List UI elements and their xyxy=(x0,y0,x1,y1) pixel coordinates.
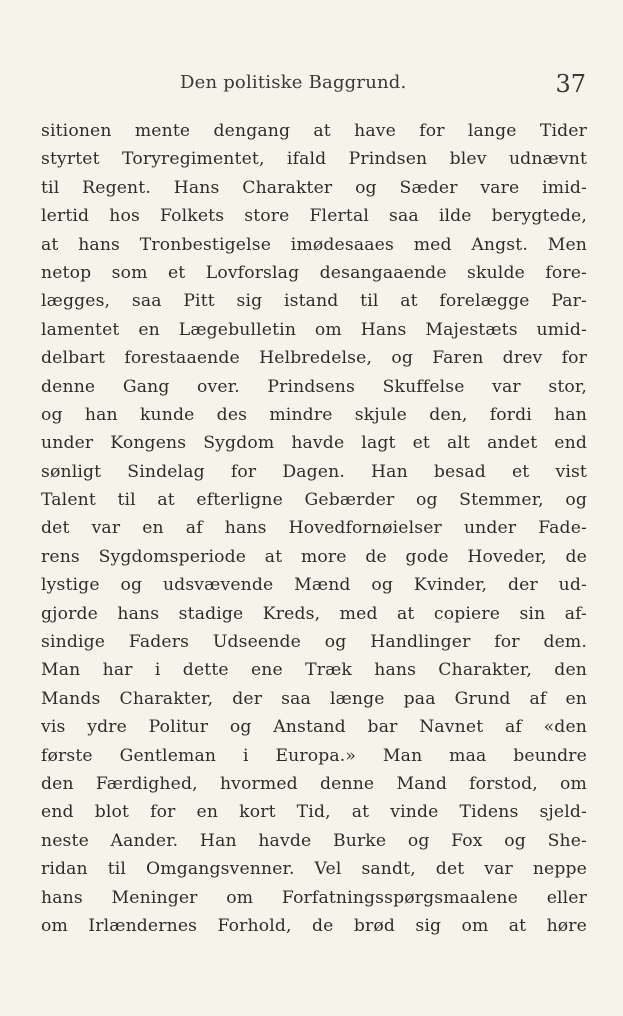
text-line: denne Gang over. Prindsens Skuffelse var stor, xyxy=(41,376,587,397)
page-number: 37 xyxy=(555,70,586,98)
text-line: det var en af hans Hovedfornøielser under Fade- xyxy=(41,518,587,539)
text-line: neste Aander. Han havde Burke og Fox og She- xyxy=(41,830,587,851)
text-line: vis ydre Politur og Anstand bar Navnet af «den xyxy=(41,717,587,738)
text-line: til Regent. Hans Charakter og Sæder vare imid- xyxy=(41,177,587,198)
text-line: hans Meninger om Forfatningsspørgsmaalene eller xyxy=(41,887,587,908)
text-line: styrtet Toryregimentet, ifald Prindsen blev udnævnt xyxy=(41,149,587,170)
text-line: netop som et Lovforslag desangaaende skulde fore- xyxy=(41,262,587,283)
text-line: sindige Faders Udseende og Handlinger for dem. xyxy=(41,632,587,653)
text-line: rens Sygdomsperiode at more de gode Hoveder, de xyxy=(41,546,587,567)
text-line: lystige og udsvævende Mænd og Kvinder, der ud- xyxy=(41,575,587,596)
text-line: lertid hos Folkets store Flertal saa ilde berygtede, xyxy=(41,206,587,227)
text-line: første Gentleman i Europa.» Man maa beundre xyxy=(41,745,587,766)
text-line: Talent til at efterligne Gebærder og Stemmer, og xyxy=(41,490,587,511)
text-line: Man har i dette ene Træk hans Charakter, den xyxy=(41,660,587,681)
text-line: om Irlændernes Forhold, de brød sig om at høre xyxy=(41,915,587,936)
text-line: gjorde hans stadige Kreds, med at copiere sin af- xyxy=(41,603,587,624)
text-line: sitionen mente dengang at have for lange Tider xyxy=(41,121,587,141)
text-line: delbart forestaaende Helbredelse, og Faren drev for xyxy=(41,348,587,369)
text-line: at hans Tronbestigelse imødesaaes med Angst. Men xyxy=(41,234,587,255)
running-title: Den politiske Baggrund. xyxy=(180,72,407,93)
text-line: den Færdighed, hvormed denne Mand forstod, om xyxy=(41,773,587,794)
text-line: lamentet en Lægebulletin om Hans Majestæts umid- xyxy=(41,319,587,340)
text-line: end blot for en kort Tid, at vinde Tidens sjeld- xyxy=(41,802,587,823)
text-line: ridan til Omgangsvenner. Vel sandt, det var neppe xyxy=(41,859,587,880)
text-line: Mands Charakter, der saa længe paa Grund af en xyxy=(41,688,587,709)
running-head xyxy=(40,72,586,98)
text-line: sønligt Sindelag for Dagen. Han besad et vist xyxy=(41,461,587,482)
text-line: lægges, saa Pitt sig istand til at forelægge Par- xyxy=(41,291,587,312)
body-text xyxy=(41,117,587,940)
text-line: under Kongens Sygdom havde lagt et alt andet end xyxy=(41,433,587,454)
text-line: og han kunde des mindre skjule den, fordi han xyxy=(41,404,587,425)
